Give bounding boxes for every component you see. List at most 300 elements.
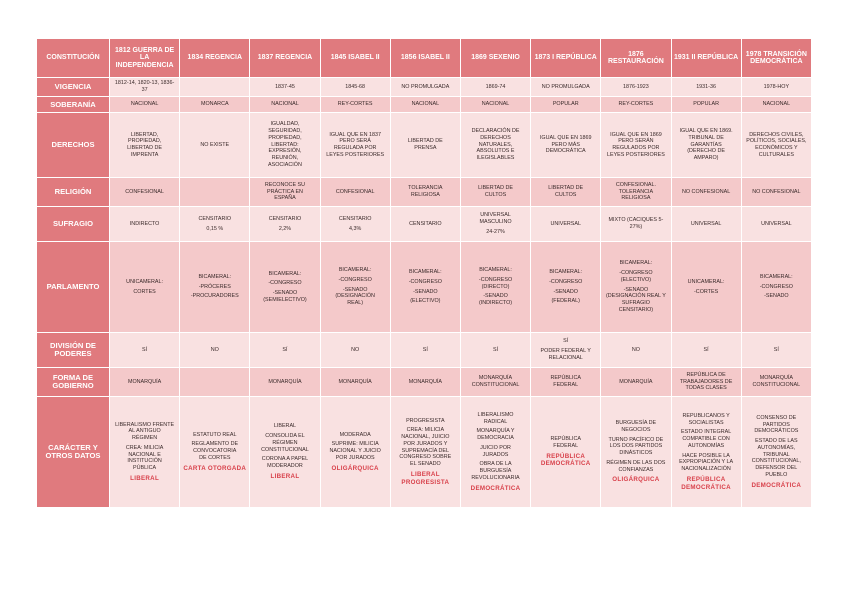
cell-line: TRIBUNAL DE — [688, 134, 724, 141]
cell-line: LIBERALISMO — [477, 411, 514, 418]
row-label-division: DIVISIÓN DE PODERES — [37, 333, 109, 367]
cell-line: DERECHOS CIVILES, — [749, 131, 804, 138]
cell-line: MONARQUÍA Y — [476, 428, 515, 435]
cell-sufragio-5 — [461, 207, 530, 241]
cell-line: NACIONAL, JUICIO — [401, 434, 450, 441]
cell-line: CONVOCATORIA — [193, 448, 237, 455]
cell-line: CULTOS — [484, 192, 507, 198]
cell-line: 4,3% — [349, 225, 362, 232]
cell-parlamento-5 — [461, 242, 530, 332]
cell-line: LEYES POSTERIORES — [606, 151, 665, 158]
character-verdict: LIBERAL — [130, 474, 160, 482]
character-verdict: OLIGÁRQUICA — [331, 464, 379, 472]
header-1931: 1931 II REPÚBLICA — [672, 39, 741, 77]
cell-vigencia-9: 1978-HOY — [742, 78, 811, 96]
cell-line: ESTATUTO REAL — [193, 431, 237, 438]
cell-line: PUEBLO — [765, 471, 788, 478]
cell-line: CREA: MILICIA — [125, 444, 164, 451]
cell-line: (ELECTIVO) — [410, 298, 441, 305]
cell-line: MONARQUÍA — [268, 378, 302, 385]
cell-line: CONSTITUCIONAL — [471, 382, 520, 388]
row-label-sufragio: SUFRAGIO — [37, 207, 109, 241]
cell-line: (DIRECTO) — [481, 283, 510, 290]
row-label-parlamento: PARLAMENTO — [37, 242, 109, 332]
cell-derechos-6 — [531, 113, 600, 177]
cell-division-4 — [391, 333, 460, 367]
cell-sufragio-1 — [180, 207, 249, 241]
cell-line: PROPIEDAD, — [127, 138, 162, 145]
cell-sufragio-7 — [601, 207, 670, 241]
cell-line: BICAMERAL: — [549, 269, 583, 275]
cell-forma-5 — [461, 368, 530, 396]
cell-line: PROGRESISTA — [406, 417, 445, 424]
cell-line: CONSTITUCIONAL — [752, 382, 801, 388]
cell-line: RÉGIMEN — [132, 435, 158, 441]
cell-line: REGLAMENTO DE — [191, 441, 239, 448]
cell-forma-8 — [672, 368, 741, 396]
cell-forma-1 — [180, 368, 249, 396]
cell-line: TRIBUNAL — [763, 451, 790, 458]
cell-derechos-3 — [321, 113, 390, 177]
cell-division-9 — [742, 333, 811, 367]
header-1978: 1978 TRANSICIÓN DEMOCRÁTICA — [742, 39, 811, 77]
cell-derechos-9 — [742, 113, 811, 177]
cell-vigencia-6: NO PROMULGADA — [531, 78, 600, 96]
cell-sufragio-8 — [672, 207, 741, 241]
cell-line: REPÚBLICA — [550, 375, 581, 382]
cell-division-8 — [672, 333, 741, 367]
cell-derechos-2 — [250, 113, 319, 177]
cell-parlamento-6 — [531, 242, 600, 332]
cell-line: NO CONFESIONAL — [752, 188, 801, 195]
cell-line: MODERADA — [339, 431, 371, 438]
cell-parlamento-7 — [601, 242, 670, 332]
cell-line: POR JURADOS Y — [403, 440, 448, 447]
cell-line: IGUAL QUE EN 1837 — [329, 131, 381, 138]
cell-line: PRENSA — [414, 145, 437, 151]
cell-line: REAL) — [347, 300, 364, 307]
cell-line: IGUAL QUE EN 1869. — [679, 128, 733, 135]
cell-line: -CONGRESO — [408, 278, 442, 285]
character-verdict: DEMOCRÁTICA — [470, 484, 521, 492]
cell-line: -CORTES — [694, 288, 719, 295]
cell-derechos-1 — [180, 113, 249, 177]
cell-vigencia-2: 1837-45 — [250, 78, 319, 96]
character-verdict: DEMOCRÁTICA — [751, 481, 802, 489]
character-verdict: CARTA OTORGADA — [183, 464, 247, 472]
cell-line: RÉGIMEN — [272, 439, 298, 446]
cell-line: PERO SERÁ — [339, 138, 371, 145]
cell-line: LIBERTAD DE — [548, 185, 584, 192]
cell-line: CENSITARIO — [338, 215, 372, 222]
cell-line: CONGRESO SOBRE — [399, 454, 452, 461]
cell-line: UNIVERSAL — [761, 220, 792, 227]
cell-line: ESTADO DE LAS — [755, 438, 798, 444]
cell-soberania-5: NACIONAL — [461, 97, 530, 112]
cell-line: CONFESIONAL — [125, 188, 164, 195]
cell-caracter-5 — [461, 397, 530, 507]
cell-line: ABSOLUTOS E — [476, 148, 515, 155]
cell-caracter-7 — [601, 397, 670, 507]
cell-line: 24-27% — [486, 228, 505, 235]
cell-line: RELACIONAL — [548, 354, 583, 361]
cell-line: CONSTITUCIONAL, — [751, 458, 801, 465]
cell-division-0 — [110, 333, 179, 367]
character-verdict: LIBERAL PROGRESISTA — [401, 470, 450, 486]
cell-line: (DESIGNACIÓN — [335, 293, 375, 300]
cell-line: MIXTO (CACIQUES 5- — [608, 217, 664, 224]
cell-line: PROPIEDAD, — [268, 134, 302, 141]
cell-line: BICAMERAL: — [760, 273, 793, 280]
cell-line: DECLARACIÓN DE — [471, 128, 520, 135]
cell-line: SÍ — [563, 338, 569, 345]
cell-line: LOS DOS PARTIDOS — [609, 443, 663, 450]
cell-parlamento-8 — [672, 242, 741, 332]
cell-division-5 — [461, 333, 530, 367]
cell-soberania-9: NACIONAL — [742, 97, 811, 112]
cell-line: -SENADO — [483, 293, 508, 300]
cell-derechos-8 — [672, 113, 741, 177]
cell-line: BICAMERAL: — [268, 270, 302, 277]
cell-line: CENSITARIO — [198, 215, 232, 222]
cell-line: SUPREMACÍA DEL — [401, 447, 450, 454]
cell-forma-0 — [110, 368, 179, 396]
row-parlamento — [37, 242, 811, 332]
cell-line: SÍ — [422, 346, 428, 353]
cell-line: NO EXISTE — [200, 141, 230, 148]
cell-line: CULTOS — [555, 192, 577, 198]
cell-caracter-8 — [672, 397, 741, 507]
cell-line: MONARQUÍA — [619, 378, 653, 385]
cell-religion-2 — [250, 178, 319, 206]
header-1876: 1876 RESTAURACIÓN — [601, 39, 670, 77]
cell-line: SOCIALISTAS — [688, 419, 724, 426]
cell-soberania-0: NACIONAL — [110, 97, 179, 112]
cell-forma-9 — [742, 368, 811, 396]
cell-line: SUPRIME: MILICIA — [331, 441, 379, 448]
cell-line: ASOCIACIÓN — [268, 161, 302, 168]
cell-line: CENSITARIO — [268, 215, 302, 222]
cell-caracter-9 — [742, 397, 811, 507]
cell-religion-3 — [321, 178, 390, 206]
cell-line: CONFIANZAS — [618, 466, 654, 473]
cell-line: -PROCURADORES — [190, 293, 239, 300]
cell-line: MONARQUÍA — [338, 378, 372, 385]
cell-line: REVOLUCIONARIA — [471, 474, 520, 481]
cell-line: CORTES — [133, 288, 156, 295]
cell-line: (SEMIELECTIVO) — [263, 296, 307, 303]
cell-parlamento-0 — [110, 242, 179, 332]
cell-line: BICAMERAL: — [198, 273, 232, 280]
header-1873: 1873 I REPÚBLICA — [531, 39, 600, 77]
cell-line: AMPARO) — [693, 155, 719, 162]
cell-line: INDIRECTO — [129, 220, 160, 227]
cell-line: LIBERTAD, — [130, 131, 159, 138]
cell-caracter-1 — [180, 397, 249, 507]
cell-line: CONSTITUCIONAL — [261, 446, 309, 453]
cell-line: 27%) — [629, 224, 643, 230]
cell-vigencia-1 — [180, 78, 249, 96]
cell-soberania-3: REY-CORTES — [321, 97, 390, 112]
cell-derechos-5 — [461, 113, 530, 177]
cell-line: LIBERAL — [273, 423, 297, 430]
cell-line: LIBERTAD DE — [127, 145, 163, 151]
cell-religion-4 — [391, 178, 460, 206]
cell-line: (DERECHO DE — [687, 148, 725, 155]
cell-line: HACE POSIBLE LA — [682, 452, 730, 459]
cell-line: RELIGIOSA — [621, 195, 651, 202]
row-soberania — [37, 97, 811, 112]
cell-line: JUICIO POR — [480, 444, 511, 451]
cell-line: SÍ — [282, 346, 288, 353]
cell-line: -SENADO — [764, 293, 789, 300]
cell-soberania-4: NACIONAL — [391, 97, 460, 112]
cell-line: REPÚBLICA DE — [686, 371, 726, 378]
cell-line: JURADOS — [482, 451, 509, 458]
character-verdict: OLIGÁRQUICA — [612, 476, 660, 484]
cell-line: OBRA DE LA — [479, 461, 512, 468]
cell-soberania-7: REY-CORTES — [601, 97, 670, 112]
cell-line: LIBERTAD: — [271, 141, 299, 148]
cell-line: UNIVERSAL — [480, 212, 511, 219]
cell-line: COMPATIBLE CON — [682, 436, 730, 442]
cell-line: EL SENADO — [410, 461, 441, 468]
cell-line: UNICAMERAL: — [126, 278, 164, 285]
cell-parlamento-2 — [250, 242, 319, 332]
cell-line: RÉGIMEN DE LAS DOS — [606, 459, 666, 466]
cell-line: BURGUESÍA DE — [615, 420, 657, 426]
cell-line: CULTURALES — [758, 151, 794, 158]
cell-line: -CONGRESO — [478, 276, 513, 283]
cell-vigencia-5: 1869-74 — [461, 78, 530, 96]
cell-religion-8 — [672, 178, 741, 206]
cell-line: NO — [210, 346, 219, 353]
header-1845: 1845 ISABEL II — [321, 39, 390, 77]
cell-line: -SENADO — [623, 286, 649, 293]
cell-line: CENSITARIO) — [618, 306, 654, 313]
cell-line: BICAMERAL: — [338, 267, 372, 274]
cell-line: DEMOCRACIA — [477, 435, 514, 441]
cell-line: BICAMERAL: — [479, 267, 512, 274]
cell-soberania-6: POPULAR — [531, 97, 600, 112]
character-verdict: REPÚBLICA DEMOCRÁTICA — [540, 452, 591, 468]
cell-religion-9 — [742, 178, 811, 206]
cell-line: CONFESIONAL. — [615, 181, 656, 188]
cell-line: CORONA A PAPEL — [261, 456, 309, 463]
cell-line: PERO SERÁN — [618, 138, 654, 145]
cell-line: BICAMERAL: — [619, 260, 653, 267]
cell-line: MONARQUÍA — [408, 378, 442, 385]
cell-line: DEMOCRÁTICA — [545, 148, 586, 155]
header-1834: 1834 REGENCIA — [180, 39, 249, 77]
cell-line: (DESIGNACIÓN REAL Y — [605, 293, 666, 300]
cell-derechos-4 — [391, 113, 460, 177]
cell-sufragio-9 — [742, 207, 811, 241]
cell-religion-7 — [601, 178, 670, 206]
cell-vigencia-3: 1845-68 — [321, 78, 390, 96]
cell-line: LEYES POSTERIORES — [326, 151, 385, 158]
cell-line: DE CORTES — [199, 454, 231, 461]
header-row — [37, 39, 811, 77]
cell-line: AUTONOMÍAS — [688, 442, 725, 449]
cell-line: TOLERANCIA — [408, 185, 443, 192]
cell-vigencia-0: 1812-14, 1820-13, 1836-37 — [110, 78, 179, 96]
cell-derechos-7 — [601, 113, 670, 177]
cell-line: NACIONAL E — [128, 451, 161, 458]
cell-line: IMPRENTA — [130, 151, 159, 158]
cell-line: RELIGIOSA — [410, 192, 440, 198]
cell-sufragio-3 — [321, 207, 390, 241]
row-label-vigencia: VIGENCIA — [37, 78, 109, 96]
cell-caracter-3 — [321, 397, 390, 507]
row-label-forma: FORMA DE GOBIERNO — [37, 368, 109, 396]
cell-caracter-0 — [110, 397, 179, 507]
cell-line: PODER FEDERAL Y — [540, 348, 591, 355]
cell-line: AL ANTIGUO — [128, 428, 161, 435]
cell-line: EXPRESIÓN, — [268, 148, 302, 155]
cell-line: SÍ — [142, 346, 148, 353]
cell-line: LIBERTAD DE — [478, 185, 513, 192]
cell-line: MODERADOR — [267, 463, 303, 470]
cell-line: DEFENSOR DEL — [755, 465, 798, 471]
row-vigencia — [37, 78, 811, 96]
cell-line: RADICAL — [483, 418, 508, 425]
cell-vigencia-8: 1931-36 — [672, 78, 741, 96]
cell-line: ILEGISLABLES — [476, 155, 515, 162]
row-forma-gobierno — [37, 368, 811, 396]
row-derechos — [37, 113, 811, 177]
header-1869: 1869 SEXENIO — [461, 39, 530, 77]
row-sufragio — [37, 207, 811, 241]
cell-forma-2 — [250, 368, 319, 396]
cell-line: -CONGRESO — [619, 270, 653, 277]
cell-line: EXPROPIACIÓN Y LA — [679, 459, 734, 466]
cell-line: IGUALDAD, — [270, 121, 300, 128]
cell-parlamento-4 — [391, 242, 460, 332]
cell-sufragio-4 — [391, 207, 460, 241]
row-label-caracter: CARÁCTER Y OTROS DATOS — [37, 397, 109, 507]
cell-line: POR JURADOS — [335, 454, 375, 461]
cell-line: ECONÓMICOS Y — [755, 145, 798, 151]
cell-line: UNIVERSAL — [550, 220, 581, 227]
cell-line: (FEDERAL) — [551, 298, 580, 305]
cell-line: MONARQUÍA — [127, 378, 162, 385]
cell-caracter-4 — [391, 397, 460, 507]
cell-line: FEDERAL — [553, 442, 579, 449]
cell-line: CONSENSO DE — [756, 414, 797, 421]
cell-line: -SENADO — [553, 288, 578, 295]
cell-line: CONSOLIDA EL — [265, 433, 305, 440]
cell-line: TURNO PACÍFICO DE — [608, 436, 664, 443]
cell-division-6 — [531, 333, 600, 367]
cell-sufragio-0 — [110, 207, 179, 241]
row-label-derechos: DERECHOS — [37, 113, 109, 177]
cell-forma-6 — [531, 368, 600, 396]
cell-line: DEMOCRÁTICOS — [754, 428, 799, 435]
cell-soberania-8: POPULAR — [672, 97, 741, 112]
cell-line: NO — [351, 346, 360, 353]
corner-header: CONSTITUCIÓN — [37, 39, 109, 77]
cell-line: 0,15 % — [206, 225, 224, 232]
cell-line: DERECHOS — [480, 134, 511, 141]
cell-line: CREA: MILICIA — [406, 427, 445, 434]
cell-line: -PRÓCERES — [198, 283, 231, 290]
cell-division-7 — [601, 333, 670, 367]
cell-line: UNICAMERAL: — [687, 278, 725, 285]
cell-line: SÍ — [703, 346, 709, 353]
cell-line: RECONOCE SU — [264, 181, 306, 188]
cell-line: GARANTÍAS — [690, 141, 722, 148]
cell-caracter-6 — [531, 397, 600, 507]
cell-religion-5 — [461, 178, 530, 206]
cell-soberania-1: MONARCA — [180, 97, 249, 112]
cell-line: IGUAL QUE EN 1869 — [539, 134, 592, 141]
header-1812: 1812 GUERRA DE LA INDEPENDENCIA — [110, 39, 179, 77]
cell-parlamento-1 — [180, 242, 249, 332]
cell-line: CENSITARIO — [409, 220, 442, 227]
cell-line: ESTADO INTEGRAL — [680, 429, 732, 436]
cell-line: AUTONOMÍAS, — [757, 444, 796, 451]
cell-line: NO — [631, 346, 640, 353]
cell-line: DINÁSTICOS — [619, 450, 653, 456]
cell-forma-7 — [601, 368, 670, 396]
character-verdict: LIBERAL — [270, 472, 300, 480]
cell-line: LIBERALISMO FRENTE — [115, 421, 175, 428]
cell-line: 2,2% — [278, 225, 292, 232]
cell-line: SUFRAGIO — [621, 300, 650, 307]
cell-line: LIBERTAD DE — [407, 138, 443, 145]
cell-line: PARTIDOS — [762, 421, 790, 428]
cell-line: MONARQUÍA — [759, 375, 793, 382]
cell-soberania-2: NACIONAL — [250, 97, 319, 112]
cell-division-3 — [321, 333, 390, 367]
cell-line: REPÚBLICA — [550, 436, 581, 442]
cell-line: REGULADA POR — [333, 145, 377, 151]
cell-line: TRABAJADORES DE — [679, 378, 733, 385]
cell-line: POLÍTICOS, SOCIALES, — [746, 138, 807, 145]
cell-line: INSTITUCIÓN — [127, 458, 162, 465]
cell-forma-3 — [321, 368, 390, 396]
cell-line: NO CONFESIONAL — [681, 188, 731, 195]
cell-division-2 — [250, 333, 319, 367]
cell-line: PÚBLICA — [133, 465, 157, 471]
cell-derechos-0 — [110, 113, 179, 177]
character-verdict: REPÚBLICA DEMOCRÁTICA — [681, 475, 731, 491]
cell-line: -SENADO — [342, 286, 368, 293]
constitutions-comparison-table — [36, 38, 812, 508]
cell-line: (ELECTIVO) — [620, 276, 652, 283]
header-1856: 1856 ISABEL II — [391, 39, 460, 77]
cell-line: REPUBLICANOS Y — [682, 412, 730, 419]
cell-sufragio-6 — [531, 207, 600, 241]
cell-line: IGUAL QUE EN 1869 — [610, 131, 662, 138]
cell-line: REGULADOS POR — [612, 145, 660, 151]
cell-line: SÍ — [773, 346, 779, 353]
cell-line: TODAS CLASES — [685, 385, 727, 392]
row-religion — [37, 178, 811, 206]
cell-religion-1 — [180, 178, 249, 206]
cell-line: FEDERAL — [553, 382, 579, 388]
cell-line: PRÁCTICA EN — [266, 188, 303, 195]
cell-vigencia-4: NO PROMULGADA — [391, 78, 460, 96]
cell-line: -CONGRESO — [759, 283, 793, 290]
cell-line: REUNIÓN, — [271, 155, 299, 162]
cell-line: BURGUESÍA — [479, 468, 512, 474]
cell-line: CONFESIONAL — [335, 188, 375, 195]
cell-line: NATURALES, — [478, 141, 513, 148]
cell-line: ESPAÑA — [274, 195, 296, 202]
cell-vigencia-7: 1876-1923 — [601, 78, 670, 96]
